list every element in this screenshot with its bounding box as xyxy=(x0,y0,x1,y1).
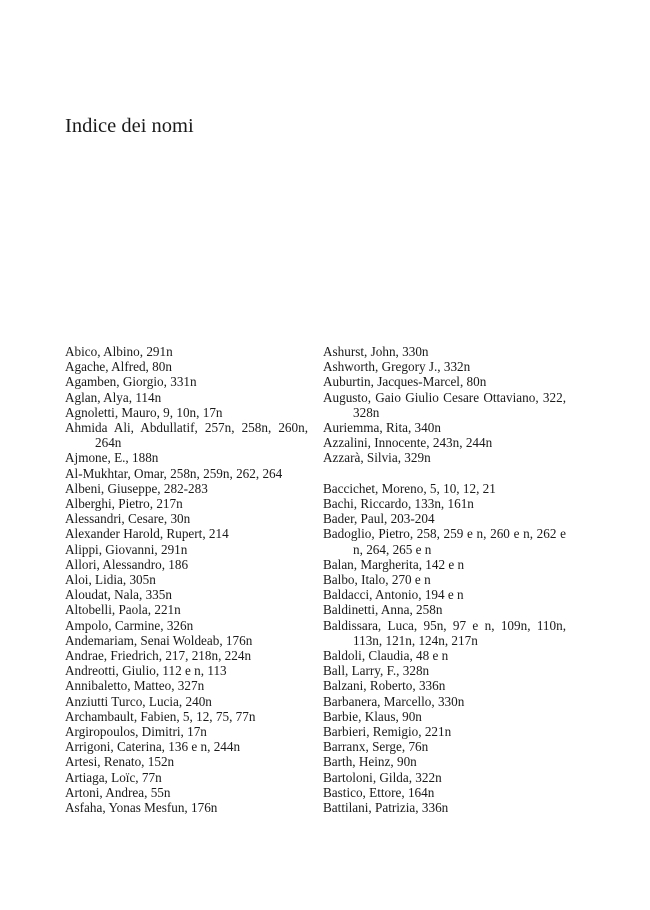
index-entry: Barbie, Klaus, 90n xyxy=(323,708,422,724)
index-entry: Bader, Paul, 203-204 xyxy=(323,511,435,527)
index-entry: Ashworth, Gregory J., 332n xyxy=(323,359,471,375)
index-entry: Baldissara, Luca, 95n, 97 e n, 109n, 110n, 113n, 121n, 124n, 217n xyxy=(323,617,566,648)
index-entry: Bachi, Riccardo, 133n, 161n xyxy=(323,496,474,512)
index-entry: Allori, Alessandro, 186 xyxy=(65,556,189,572)
index-entry: Ampolo, Carmine, 326n xyxy=(65,617,194,633)
index-entry: Alippi, Giovanni, 291n xyxy=(65,541,188,557)
index-entry: Barth, Heinz, 90n xyxy=(323,754,417,770)
index-entry: Agnoletti, Mauro, 9, 10n, 17n xyxy=(65,404,223,420)
index-entry: Ball, Larry, F., 328n xyxy=(323,663,430,679)
index-column-left xyxy=(65,344,308,815)
index-entry: Balan, Margherita, 142 e n xyxy=(323,556,465,572)
index-entry: Albeni, Giuseppe, 282-283 xyxy=(65,480,208,496)
index-entry: Balzani, Roberto, 336n xyxy=(323,678,446,694)
index-entry: Al-Mukhtar, Omar, 258n, 259n, 262, 264 xyxy=(65,465,283,481)
index-entry: Agache, Alfred, 80n xyxy=(65,359,172,375)
index-entry: Augusto, Gaio Giulio Cesare Ottaviano, 322, 328n xyxy=(323,389,566,420)
index-entry: Auriemma, Rita, 340n xyxy=(323,420,441,436)
index-entry: Andemariam, Senai Woldeab, 176n xyxy=(65,632,253,648)
index-entry: Artesi, Renato, 152n xyxy=(65,754,175,770)
index-entry: Ajmone, E., 188n xyxy=(65,450,159,466)
page-title: Indice dei nomi xyxy=(65,115,194,137)
index-entry: Alberghi, Pietro, 217n xyxy=(65,496,183,512)
index-entry: Battilani, Patrizia, 336n xyxy=(323,800,449,816)
index-entry: Azzarà, Silvia, 329n xyxy=(323,450,431,466)
index-entry: Asfaha, Yonas Mesfun, 176n xyxy=(65,800,218,816)
index-entry: Artoni, Andrea, 55n xyxy=(65,784,171,800)
index-entry: Artiaga, Loïc, 77n xyxy=(65,769,162,785)
index-entry: Barbanera, Marcello, 330n xyxy=(323,693,465,709)
index-entry: Alessandri, Cesare, 30n xyxy=(65,511,191,527)
index-entry: Annibaletto, Matteo, 327n xyxy=(65,678,205,694)
index-entry: Argiropoulos, Dimitri, 17n xyxy=(65,724,207,740)
index-entry: Auburtin, Jacques-Marcel, 80n xyxy=(323,374,487,390)
index-entry: Aglan, Alya, 114n xyxy=(65,389,162,405)
index-entry: Baldinetti, Anna, 258n xyxy=(323,602,443,618)
index-entry: Bartoloni, Gilda, 322n xyxy=(323,769,442,785)
index-entry: Arrigoni, Caterina, 136 e n, 244n xyxy=(65,739,241,755)
index-entry: Azzalini, Innocente, 243n, 244n xyxy=(323,435,493,451)
index-entry: Archambault, Fabien, 5, 12, 75, 77n xyxy=(65,708,256,724)
index-entry: Baldoli, Claudia, 48 e n xyxy=(323,648,449,664)
index-entry: Badoglio, Pietro, 258, 259 e n, 260 e n, 262 e n, 264, 265 e n xyxy=(323,526,566,557)
index-entry: Ahmida Ali, Abdullatif, 257n, 258n, 260n, 264n xyxy=(65,420,308,451)
index-entry: Andreotti, Giulio, 112 e n, 113 xyxy=(65,663,227,679)
index-entry: Aloi, Lidia, 305n xyxy=(65,572,156,588)
index-entry: Aloudat, Nala, 335n xyxy=(65,587,172,603)
index-entry: Baccichet, Moreno, 5, 10, 12, 21 xyxy=(323,480,496,496)
index-entry: Barranx, Serge, 76n xyxy=(323,739,429,755)
index-entry: Baldacci, Antonio, 194 e n xyxy=(323,587,464,603)
index-entry: Balbo, Italo, 270 e n xyxy=(323,572,431,588)
letter-group-divider xyxy=(323,466,566,481)
index-entry: Ashurst, John, 330n xyxy=(323,344,429,359)
index-entry: Anziutti Turco, Lucia, 240n xyxy=(65,693,212,709)
index-entry: Abico, Albino, 291n xyxy=(65,344,173,359)
index-entry: Andrae, Friedrich, 217, 218n, 224n xyxy=(65,648,252,664)
index-entry: Agamben, Giorgio, 331n xyxy=(65,374,197,390)
index-entry: Alexander Harold, Rupert, 214 xyxy=(65,526,229,542)
index-entry: Barbieri, Remigio, 221n xyxy=(323,724,452,740)
index-column-right xyxy=(323,344,566,815)
index-entry: Bastico, Ettore, 164n xyxy=(323,784,435,800)
index-entry: Altobelli, Paola, 221n xyxy=(65,602,181,618)
